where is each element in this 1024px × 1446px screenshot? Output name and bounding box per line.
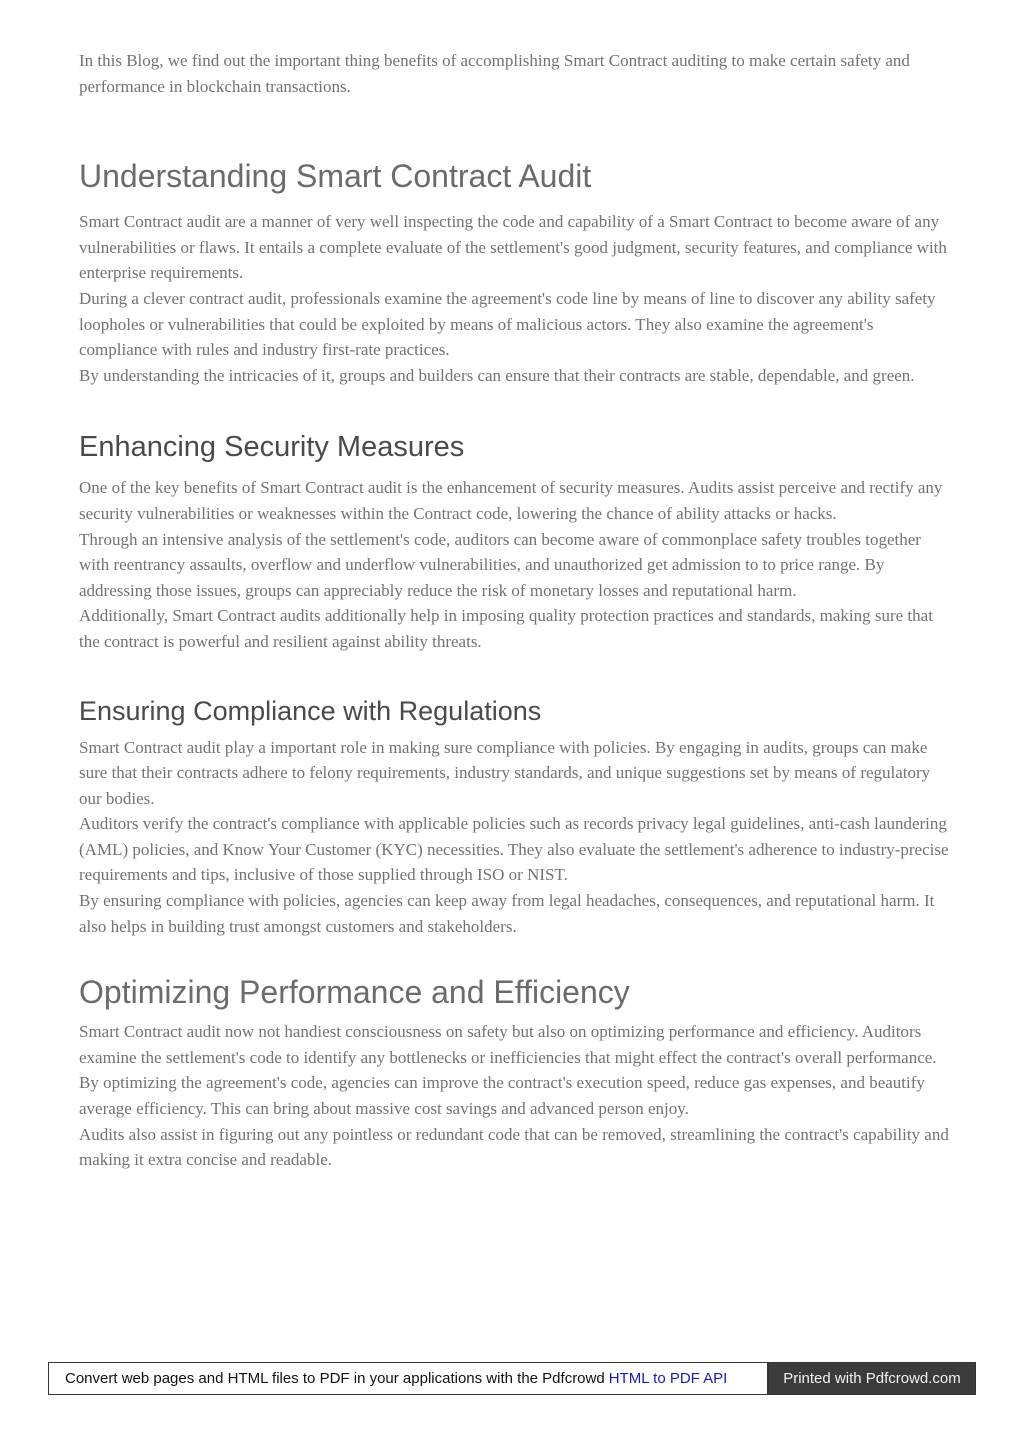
section-paragraph: Auditors verify the contract's compliance with applicable policies such as records privacy legal guidelines, anti-cash laundering (AML) policies, and Know Your Customer (KYC) necessities. They also evaluate the settlement's adherence to industry-precise requirements and tips, inclusive of those supplied through ISO or NIST.	[79, 814, 949, 885]
intro-paragraph: In this Blog, we find out the important thing benefits of accomplishing Smart Contract auditing to make certain safety and performance in blockchain transactions.	[79, 51, 910, 96]
footer-notice	[48, 1362, 768, 1395]
section-paragraph: Additionally, Smart Contract audits additionally help in imposing quality protection practices and standards, making sure that the contract is powerful and resilient against ability threats.	[79, 606, 933, 651]
section-paragraph: By optimizing the agreement's code, agencies can improve the contract's execution speed, reduce gas expenses, and beautify average efficiency. This can bring about massive cost savings and advanced person enjoy.	[79, 1073, 925, 1119]
html-to-pdf-api-link[interactable]: HTML to PDF API	[608, 1370, 728, 1387]
section-paragraph: Smart Contract audit play a important role in making sure compliance with policies. By engaging in audits, groups can make sure that their contracts adhere to felony requirements, industry standards, and unique suggestions set by means of regulatory our bodies.	[79, 737, 931, 808]
section-paragraph: By understanding the intricacies of it, groups and builders can ensure that their contracts are stable, dependable, and green.	[79, 365, 915, 385]
section-paragraph: One of the key benefits of Smart Contract audit is the enhancement of security measures. Audits assist perceive and rectify any security vulnerabilities or weaknesses within the Contract code, lowering the chance of ability attacks or hacks.	[79, 478, 943, 523]
section-understanding	[79, 156, 949, 388]
section-paragraph: Smart Contract audit now not handiest consciousness on safety but also on optimizing performance and efficiency. Auditors examine the settlement's code to identify any bottlenecks or inefficiencies that might effect the contract's overall performance.	[79, 1022, 937, 1067]
section-paragraph: By ensuring compliance with policies, agencies can keep away from legal headaches, consequences, and reputational harm. It also helps in building trust amongst customers and stakeholders.	[79, 891, 935, 936]
section-security	[79, 428, 949, 654]
section-heading: Understanding Smart Contract Audit	[79, 158, 592, 195]
document-body	[79, 48, 949, 1173]
section-heading: Optimizing Performance and Efficiency	[79, 974, 630, 1011]
footer-text: Convert web pages and HTML files to PDF in your applications with the Pdfcrowd	[65, 1370, 605, 1387]
section-heading: Ensuring Compliance with Regulations	[79, 695, 542, 726]
section-paragraph: Smart Contract audit are a manner of very well inspecting the code and capability of a Smart Contract to become aware of any vulnerabilities or flaws. It entails a complete evaluate of the settlement's good judgment, security features, and compliance with enterprise requirements.	[79, 212, 947, 283]
pdfcrowd-footer	[48, 1362, 976, 1395]
printed-with-badge[interactable]: Printed with Pdfcrowd.com	[768, 1362, 976, 1395]
section-paragraph: Through an intensive analysis of the settlement's code, auditors can become aware of commonplace safety troubles together with reentrancy assaults, overflow and underflow vulnerabilities, and unauthorized get admission to to price range. By addressing those issues, groups can appreciably reduce the risk of monetary losses and reputational harm.	[79, 529, 921, 600]
section-paragraph: During a clever contract audit, professionals examine the agreement's code line by means of line to discover any ability safety loopholes or vulnerabilities that could be exploited by means of malicious actors. They also examine the agreement's compliance with rules and industry first-rate practices.	[79, 288, 936, 360]
section-compliance	[79, 693, 949, 940]
section-heading: Enhancing Security Measures	[79, 431, 465, 464]
section-paragraph: Audits also assist in figuring out any pointless or redundant code that can be removed, streamlining the contract's capability and making it extra concise and readable.	[79, 1124, 949, 1170]
section-performance	[79, 972, 949, 1173]
